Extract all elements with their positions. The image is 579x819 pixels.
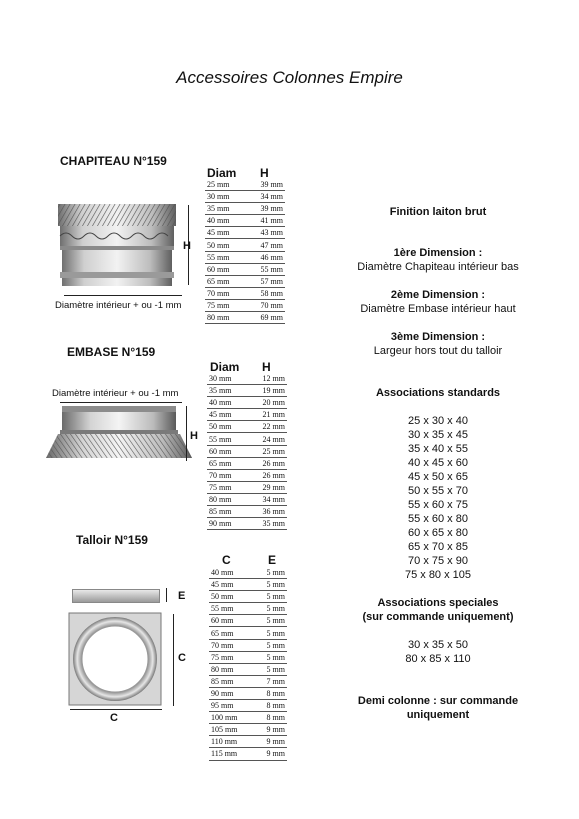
special-title-1: Associations speciales	[377, 597, 499, 609]
special-title-2: (sur commande uniquement)	[362, 611, 514, 623]
association-item: 40 x 45 x 60	[408, 457, 468, 469]
table-cell-dimension: 25 mm	[205, 179, 245, 191]
table-cell-dimension: 60 mm	[205, 263, 245, 275]
chapiteau-table	[205, 179, 285, 324]
table-cell-height: 26 mm	[247, 457, 287, 469]
embase-label: EMBASE N°159	[67, 345, 156, 359]
table-cell-dimension: 65 mm	[207, 457, 247, 469]
page-title: Accessoires Colonnes Empire	[176, 68, 403, 87]
table-row	[205, 179, 285, 191]
table-cell-dimension: 40 mm	[205, 215, 245, 227]
table-cell-height: 34 mm	[247, 493, 287, 505]
table-cell-dimension: 45 mm	[207, 409, 247, 421]
table-cell-height: 25 mm	[247, 445, 287, 457]
table-cell-dimension: 80 mm	[205, 312, 245, 324]
table-cell-dimension: 65 mm	[205, 275, 245, 287]
table-row	[205, 312, 285, 324]
table-row	[207, 493, 287, 505]
table-cell-height: 69 mm	[245, 312, 285, 324]
chapiteau-caption: Diamètre intérieur + ou -1 mm	[55, 300, 182, 311]
table-cell-height: 9 mm	[254, 724, 287, 736]
chapiteau-col-diam: Diam	[207, 166, 237, 180]
table-cell-dimension: 55 mm	[209, 603, 254, 615]
demi-line-1: Demi colonne : sur commande	[357, 695, 519, 707]
chapiteau-diam-line	[64, 295, 182, 296]
table-cell-dimension: 45 mm	[205, 227, 245, 239]
table-cell-dimension: 75 mm	[209, 651, 254, 663]
table-cell-height: 43 mm	[245, 227, 285, 239]
table-cell-height: 24 mm	[247, 433, 287, 445]
table-cell-dimension: 30 mm	[207, 373, 247, 385]
special-list	[328, 638, 548, 666]
talloir-c-bottom-line	[70, 709, 162, 710]
embase-table	[207, 373, 287, 530]
talloir-c-bottom-marker: C	[110, 712, 118, 724]
table-row	[207, 433, 287, 445]
table-row	[207, 385, 287, 397]
table-cell-dimension: 70 mm	[207, 469, 247, 481]
table-cell-height: 5 mm	[254, 579, 287, 591]
association-item: 65 x 70 x 85	[408, 541, 468, 553]
talloir-c-side-marker: C	[178, 652, 186, 664]
table-cell-height: 20 mm	[247, 397, 287, 409]
table-cell-dimension: 55 mm	[207, 433, 247, 445]
table-cell-height: 12 mm	[247, 373, 287, 385]
table-cell-height: 5 mm	[254, 627, 287, 639]
talloir-col-c: C	[222, 553, 231, 567]
association-item: 55 x 60 x 75	[408, 499, 468, 511]
dim2-text: Diamètre Embase intérieur haut	[360, 303, 516, 315]
association-item: 50 x 55 x 70	[408, 485, 468, 497]
table-row	[209, 748, 287, 760]
table-cell-height: 9 mm	[254, 736, 287, 748]
table-cell-height: 5 mm	[254, 651, 287, 663]
table-cell-dimension: 30 mm	[205, 191, 245, 203]
table-cell-dimension: 100 mm	[209, 712, 254, 724]
embase-diam-line	[60, 402, 182, 403]
assoc-title: Associations standards	[375, 387, 501, 399]
embase-col-h: H	[262, 360, 271, 374]
table-cell-height: 5 mm	[254, 615, 287, 627]
table-cell-height: 21 mm	[247, 409, 287, 421]
table-cell-height: 22 mm	[247, 421, 287, 433]
table-cell-dimension: 75 mm	[207, 481, 247, 493]
table-row	[205, 239, 285, 251]
table-row	[205, 263, 285, 275]
table-cell-height: 39 mm	[245, 203, 285, 215]
table-cell-dimension: 75 mm	[205, 299, 245, 311]
association-item: 60 x 65 x 80	[408, 527, 468, 539]
table-row	[205, 215, 285, 227]
table-row	[207, 469, 287, 481]
table-cell-height: 35 mm	[247, 518, 287, 530]
chapiteau-label: CHAPITEAU N°159	[60, 154, 167, 168]
talloir-e-marker: E	[178, 590, 186, 602]
table-row	[209, 651, 287, 663]
table-cell-height: 39 mm	[245, 179, 285, 191]
table-cell-dimension: 85 mm	[209, 675, 254, 687]
table-cell-dimension: 80 mm	[209, 663, 254, 675]
talloir-c-side-line	[173, 614, 174, 706]
table-cell-dimension: 115 mm	[209, 748, 254, 760]
table-cell-height: 57 mm	[245, 275, 285, 287]
assoc-list	[328, 414, 548, 582]
association-item: 25 x 30 x 40	[408, 415, 468, 427]
table-row	[209, 579, 287, 591]
chapiteau-image	[52, 200, 182, 292]
table-row	[207, 445, 287, 457]
association-item: 55 x 60 x 80	[408, 513, 468, 525]
table-cell-height: 8 mm	[254, 700, 287, 712]
association-item: 30 x 35 x 50	[408, 639, 468, 651]
dim1-title: 1ère Dimension :	[393, 247, 483, 259]
table-cell-height: 29 mm	[247, 481, 287, 493]
table-cell-dimension: 95 mm	[209, 700, 254, 712]
table-row	[209, 675, 287, 687]
table-row	[209, 603, 287, 615]
table-row	[209, 736, 287, 748]
table-cell-height: 8 mm	[254, 687, 287, 699]
association-item: 35 x 40 x 55	[408, 443, 468, 455]
table-cell-height: 5 mm	[254, 591, 287, 603]
talloir-col-e: E	[268, 553, 277, 567]
table-row	[205, 227, 285, 239]
table-cell-dimension: 35 mm	[205, 203, 245, 215]
table-cell-height: 46 mm	[245, 251, 285, 263]
table-cell-dimension: 85 mm	[207, 506, 247, 518]
table-cell-height: 26 mm	[247, 469, 287, 481]
table-cell-height: 70 mm	[245, 299, 285, 311]
table-cell-dimension: 40 mm	[209, 567, 254, 579]
talloir-table	[209, 567, 287, 761]
table-cell-dimension: 70 mm	[209, 639, 254, 651]
dim1-text: Diamètre Chapiteau intérieur bas	[357, 261, 519, 273]
embase-h-marker: H	[190, 430, 198, 442]
table-cell-dimension: 80 mm	[207, 493, 247, 505]
finition-text: Finition laiton brut	[389, 206, 487, 218]
table-row	[209, 700, 287, 712]
table-cell-dimension: 45 mm	[209, 579, 254, 591]
dim2-title: 2ème Dimension :	[390, 289, 486, 301]
table-cell-dimension: 35 mm	[207, 385, 247, 397]
table-cell-dimension: 60 mm	[209, 615, 254, 627]
table-cell-height: 5 mm	[254, 567, 287, 579]
table-cell-dimension: 40 mm	[207, 397, 247, 409]
embase-col-diam: Diam	[210, 360, 240, 374]
table-cell-height: 8 mm	[254, 712, 287, 724]
embase-caption: Diamètre intérieur + ou -1 mm	[52, 388, 179, 399]
table-cell-dimension: 55 mm	[205, 251, 245, 263]
table-row	[209, 663, 287, 675]
table-row	[205, 191, 285, 203]
table-row	[207, 481, 287, 493]
talloir-top-image	[68, 612, 162, 706]
table-cell-height: 47 mm	[245, 239, 285, 251]
table-cell-dimension: 70 mm	[205, 287, 245, 299]
table-cell-dimension: 50 mm	[205, 239, 245, 251]
association-item: 45 x 50 x 65	[408, 471, 468, 483]
table-row	[205, 287, 285, 299]
table-cell-dimension: 50 mm	[209, 591, 254, 603]
dim3-text: Largeur hors tout du talloir	[373, 345, 503, 357]
table-row	[207, 373, 287, 385]
table-cell-height: 5 mm	[254, 603, 287, 615]
chapiteau-col-h: H	[260, 166, 269, 180]
table-cell-dimension: 90 mm	[207, 518, 247, 530]
talloir-e-line	[166, 588, 167, 602]
table-cell-height: 34 mm	[245, 191, 285, 203]
association-item: 75 x 80 x 105	[404, 569, 472, 581]
table-cell-height: 58 mm	[245, 287, 285, 299]
table-cell-height: 9 mm	[254, 748, 287, 760]
demi-line-2: uniquement	[406, 709, 470, 721]
table-row	[209, 615, 287, 627]
table-row	[207, 457, 287, 469]
table-cell-dimension: 60 mm	[207, 445, 247, 457]
table-cell-height: 5 mm	[254, 663, 287, 675]
association-item: 70 x 75 x 90	[408, 555, 468, 567]
table-row	[209, 639, 287, 651]
table-row	[209, 712, 287, 724]
table-row	[207, 397, 287, 409]
table-row	[209, 724, 287, 736]
table-cell-height: 5 mm	[254, 639, 287, 651]
table-cell-dimension: 65 mm	[209, 627, 254, 639]
embase-image	[44, 404, 194, 464]
table-row	[205, 275, 285, 287]
table-cell-dimension: 50 mm	[207, 421, 247, 433]
table-cell-dimension: 90 mm	[209, 687, 254, 699]
table-cell-height: 41 mm	[245, 215, 285, 227]
table-cell-dimension: 105 mm	[209, 724, 254, 736]
table-cell-dimension: 110 mm	[209, 736, 254, 748]
table-row	[209, 567, 287, 579]
table-row	[205, 203, 285, 215]
table-row	[207, 506, 287, 518]
association-item: 80 x 85 x 110	[405, 653, 471, 665]
table-row	[207, 518, 287, 530]
table-cell-height: 19 mm	[247, 385, 287, 397]
table-row	[209, 687, 287, 699]
table-row	[209, 591, 287, 603]
talloir-label: Talloir N°159	[76, 533, 148, 547]
table-row	[207, 409, 287, 421]
table-cell-height: 55 mm	[245, 263, 285, 275]
table-row	[209, 627, 287, 639]
table-cell-height: 36 mm	[247, 506, 287, 518]
association-item: 30 x 35 x 45	[408, 429, 468, 441]
table-cell-height: 7 mm	[254, 675, 287, 687]
chapiteau-h-marker: H	[183, 240, 191, 252]
table-row	[205, 299, 285, 311]
dim3-title: 3ème Dimension :	[390, 331, 486, 343]
embase-height-line	[186, 406, 187, 461]
table-row	[207, 421, 287, 433]
talloir-side-image	[72, 589, 160, 603]
table-row	[205, 251, 285, 263]
